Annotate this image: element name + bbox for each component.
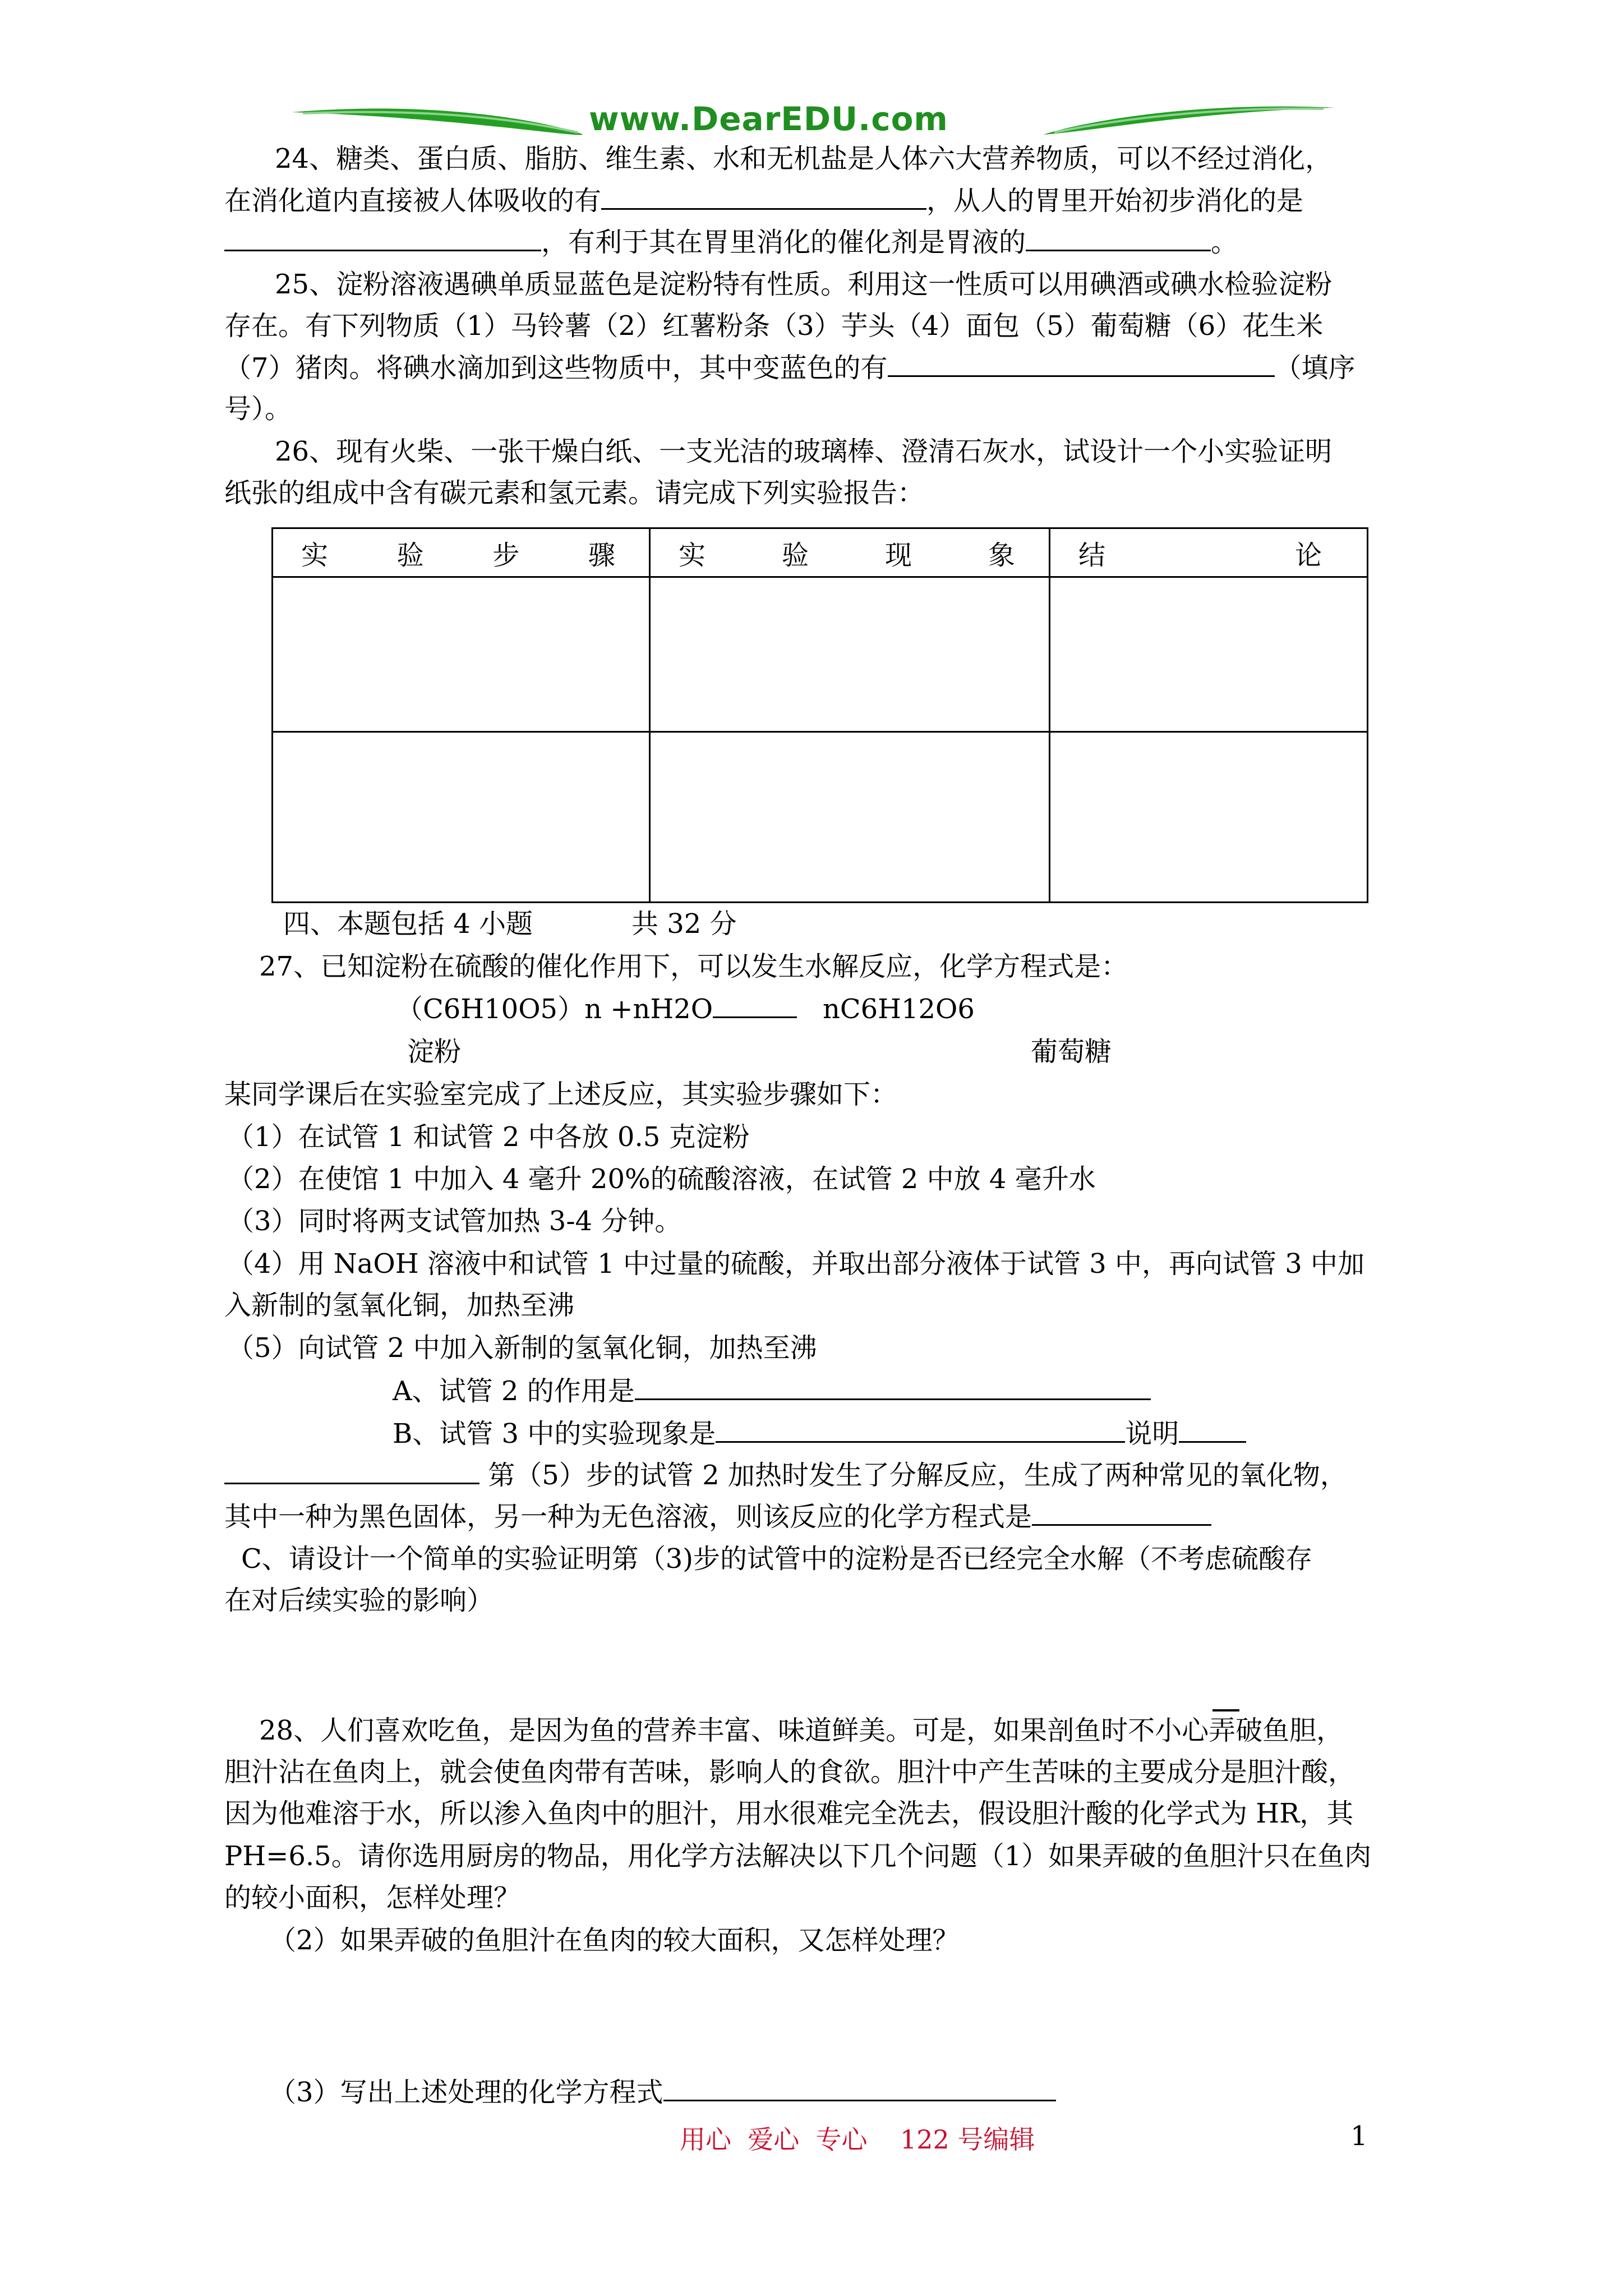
q24-line3 xyxy=(224,225,1238,259)
header-conclusion: 结 论 xyxy=(1050,528,1368,577)
q25-blank[interactable] xyxy=(888,351,1275,377)
q27-step-3: （3）同时将两支试管加热 3-4 分钟。 xyxy=(227,1205,682,1237)
q27-eq-arrow-line xyxy=(713,994,797,1018)
table-cell-conclusion-2[interactable] xyxy=(1050,732,1368,903)
experiment-report-table xyxy=(271,527,1368,903)
q27-b-blank-1[interactable] xyxy=(716,1416,1125,1443)
q25-line3 xyxy=(224,351,1355,385)
q27-label-starch: 淀粉 xyxy=(407,1036,462,1068)
q27-line1: 27、已知淀粉在硫酸的催化作用下，可以发生水解反应，化学方程式是： xyxy=(259,951,1128,982)
q27-part-c-line1: C、请设计一个简单的实验证明第（3)步的试管中的淀粉是否已经完全水解（不考虑硫酸存 xyxy=(241,1543,1312,1575)
q28-equation-blank[interactable] xyxy=(663,2075,1056,2101)
q27-equation-blank[interactable] xyxy=(1032,1499,1211,1526)
q24-text-a: 在消化道内直接被人体吸收的有 xyxy=(224,185,602,217)
header-phenomena: 实 验 现 象 xyxy=(650,528,1050,577)
q28-line2: 胆汁沾在鱼肉上，就会使鱼肉带有苦味，影响人的食欲。胆汁中产生苦味的主要成分是胆汁酸， xyxy=(224,1756,1355,1788)
q27-step-1: （1）在试管 1 和试管 2 中各放 0.5 克淀粉 xyxy=(227,1121,750,1153)
q27-part-b-cont: 第（5）步的试管 2 加热时发生了分解反应，生成了两种常见的氧化物， xyxy=(224,1458,1347,1492)
q27-b-blank-3[interactable] xyxy=(224,1458,479,1484)
q27-step-2: （2）在使馆 1 中加入 4 毫升 20%的硫酸溶液，在试管 2 中放 4 毫升水 xyxy=(227,1163,1096,1195)
q27-b-blank-2[interactable] xyxy=(1179,1416,1246,1443)
divider-dash xyxy=(1212,1709,1239,1711)
q25-line1: 25、淀粉溶液遇碘单质显蓝色是淀粉特有性质。利用这一性质可以用碘酒或碘水检验淀粉 xyxy=(275,269,1332,300)
q28-line5: 的较小面积，怎样处理？ xyxy=(224,1882,521,1913)
header-steps: 实 验 步 骤 xyxy=(273,528,650,577)
q27-step-4: （4）用 NaOH 溶液中和试管 1 中过量的硫酸，并取出部分液体于试管 3 中，再向试管 3 中加 xyxy=(227,1248,1365,1280)
q28-part-2: （2）如果弄破的鱼胆汁在鱼肉的较大面积，又怎样处理？ xyxy=(269,1925,960,1956)
q28-part-3: （3）写出上述处理的化学方程式 xyxy=(269,2075,1056,2109)
table-cell-step-1[interactable] xyxy=(273,577,650,732)
table-cell-phenomenon-1[interactable] xyxy=(650,577,1050,732)
q25-text-a: （7）猪肉。将碘水滴加到这些物质中，其中变蓝色的有 xyxy=(224,352,888,384)
q27-a-blank[interactable] xyxy=(635,1374,1151,1400)
q26-line2: 纸张的组成中含有碳元素和氢元素。请完成下列实验报告： xyxy=(224,477,925,509)
q25-line4: 号）。 xyxy=(224,393,292,425)
q24-text-d: 。 xyxy=(1211,227,1238,258)
table-row xyxy=(273,577,1368,732)
q24-line1: 24、糖类、蛋白质、脂肪、维生素、水和无机盐是人体六大营养物质，可以不经过消化， xyxy=(275,143,1332,174)
table-row xyxy=(273,732,1368,903)
q26-line1: 26、现有火柴、一张干燥白纸、一支光洁的玻璃棒、澄清石灰水，试设计一个小实验证明 xyxy=(275,436,1332,467)
table-cell-phenomenon-2[interactable] xyxy=(650,732,1050,903)
section4-score: 共 32 分 xyxy=(631,908,737,940)
q27-part-a: A、试管 2 的作用是 xyxy=(393,1374,1151,1408)
q24-text-b: ，从人的胃里开始初步消化的是 xyxy=(926,185,1304,217)
q24-blank-3[interactable] xyxy=(1026,225,1211,251)
q28-line1: 28、人们喜欢吃鱼，是因为鱼的营养丰富、味道鲜美。可是，如果剖鱼时不小心弄破鱼胆， xyxy=(259,1715,1344,1746)
q28-line4: PH=6.5。请你选用厨房的物品，用化学方法解决以下几个问题（1）如果弄破的鱼胆汁只在鱼肉 xyxy=(224,1841,1372,1872)
q27-label-glucose: 葡萄糖 xyxy=(1031,1036,1112,1068)
q27-eq-left: （C6H10O5）n +nH2O xyxy=(396,993,713,1025)
q25-line2: 存在。有下列物质（1）马铃薯（2）红薯粉条（3）芋头（4）面包（5）葡萄糖（6）花生米 xyxy=(224,310,1324,342)
q27-part-b: B、试管 3 中的实验现象是 说明 xyxy=(393,1416,1246,1451)
q27-equation xyxy=(396,992,975,1026)
q27-step-4-cont: 入新制的氢氧化铜，加热至沸 xyxy=(224,1290,575,1321)
q27-step-5: （5）向试管 2 中加入新制的氢氧化铜，加热至沸 xyxy=(227,1332,817,1364)
q24-line2 xyxy=(224,183,1303,218)
q25-text-b: （填序 xyxy=(1274,352,1355,384)
footer-credit: 用心 爱心 专心 122 号编辑 xyxy=(680,2124,1035,2155)
page-number: 1 xyxy=(1350,2120,1368,2152)
q24-text-c: ，有利于其在胃里消化的催化剂是胃液的 xyxy=(541,227,1026,258)
table-header-row xyxy=(273,528,1368,577)
q27-eq-right: nC6H12O6 xyxy=(822,993,975,1025)
section4-title: 四、本题包括 4 小题 xyxy=(283,908,533,940)
q27-part-c-line2: 在对后续实验的影响） xyxy=(224,1585,494,1616)
q28-line3: 因为他难溶于水，所以渗入鱼肉中的胆汁，用水很难完全洗去，假设胆汁酸的化学式为 HR，其 xyxy=(224,1798,1354,1829)
table-cell-step-2[interactable] xyxy=(273,732,650,903)
q24-blank-1[interactable] xyxy=(601,183,926,210)
table-cell-conclusion-1[interactable] xyxy=(1050,577,1368,732)
site-logo-text: www.DearEDU.com xyxy=(589,100,948,138)
q27-intro: 某同学课后在实验室完成了上述反应，其实验步骤如下： xyxy=(224,1079,898,1110)
q27-part-b-cont2: 其中一种为黑色固体，另一种为无色溶液，则该反应的化学方程式是 xyxy=(224,1499,1211,1534)
q24-blank-2[interactable] xyxy=(224,225,541,251)
